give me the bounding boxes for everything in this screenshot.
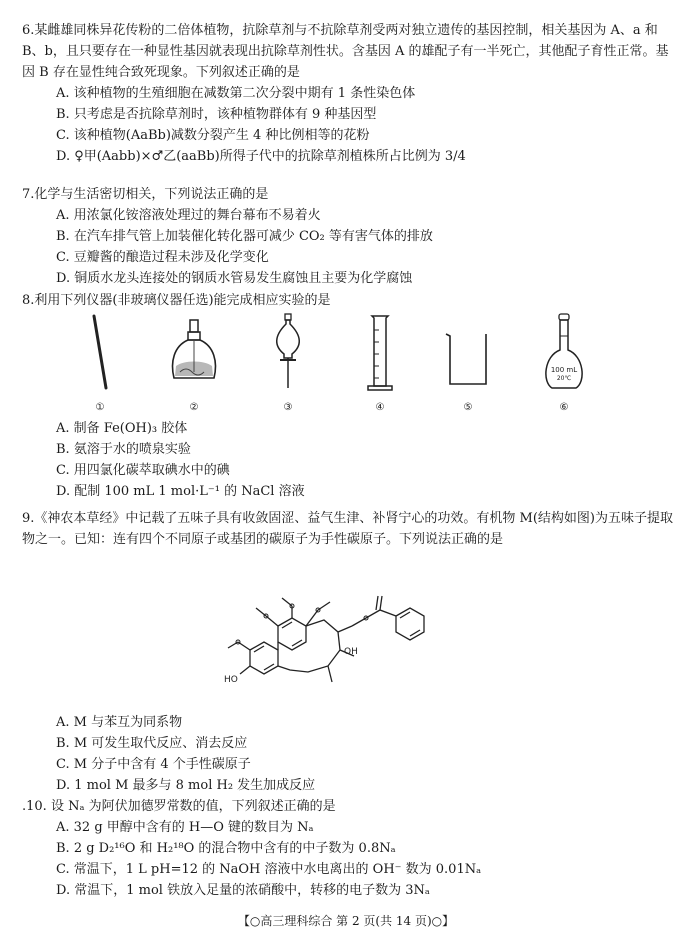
separatory-funnel-icon — [268, 312, 308, 392]
volumetric-flask-icon — [536, 312, 592, 394]
instrument-row — [60, 312, 660, 412]
option-b: B. 只考虑是否抗除草剂时，该种植物群体有 9 种基因型 — [56, 107, 377, 122]
option-b: B. 氨溶于水的喷泉实验 — [56, 442, 191, 457]
question-8-options — [22, 418, 677, 502]
graduated-cylinder-icon — [360, 312, 400, 396]
option-a: A. 32 g 甲醇中含有的 H—O 键的数目为 Nₐ — [56, 820, 314, 835]
question-8 — [22, 290, 677, 311]
question-stem: .10. 设 Nₐ 为阿伏加德罗常数的值，下列叙述正确的是 — [22, 799, 336, 814]
option-c: C. M 分子中含有 4 个手性碳原子 — [56, 757, 251, 772]
instrument-label: ② — [189, 402, 199, 413]
separatory-funnel — [258, 312, 318, 413]
instrument-label: ⑥ — [559, 402, 569, 413]
question-stem: 9.《神农本草经》中记载了五味子具有收敛固涩、益气生津、补肾宁心的功效。有机物 M(结构如图)为五味子提取物之一。已知：连有四个不同原子或基团的碳原子为手性碳原子。下列说法正确的是 — [22, 511, 673, 547]
instrument-label: ④ — [375, 402, 385, 413]
option-c: C. 该种植物(AaBb)减数分裂产生 4 种比例相等的花粉 — [56, 128, 370, 143]
question-stem: 7.化学与生活密切相关，下列说法正确的是 — [22, 187, 269, 202]
question-9 — [22, 508, 677, 550]
instrument-label: ⑤ — [463, 402, 473, 413]
hydroxyl-label-oh: OH — [344, 647, 358, 657]
hydroxyl-label-ho: HO — [224, 675, 238, 685]
glass-rod-icon — [80, 312, 120, 392]
flask-temperature-text: 20℃ — [556, 375, 572, 382]
option-a: A. M 与苯互为同系物 — [56, 715, 183, 730]
molecule-structure — [220, 580, 450, 710]
molecule-structure-diagram — [220, 580, 450, 710]
glass-rod — [70, 312, 130, 413]
instrument-label: ① — [95, 402, 105, 413]
option-d: D. 配制 100 mL 1 mol·L⁻¹ 的 NaCl 溶液 — [56, 484, 305, 499]
question-9-options — [22, 712, 677, 796]
option-c: C. 用四氯化碳萃取碘水中的碘 — [56, 463, 230, 478]
option-b: B. M 可发生取代反应、消去反应 — [56, 736, 248, 751]
option-b: B. 2 g D₂¹⁶O 和 H₂¹⁸O 的混合物中含有的中子数为 0.8Nₐ — [56, 841, 396, 856]
page-footer: 【○高三理科综合 第 2 页(共 14 页)○】 — [237, 914, 455, 928]
option-b: B. 在汽车排气管上加装催化转化器可减少 CO₂ 等有害气体的排放 — [56, 229, 433, 244]
question-10 — [22, 796, 677, 901]
alcohol-lamp-icon — [166, 312, 222, 392]
option-a: A. 该种植物的生殖细胞在减数第二次分裂中期有 1 条性染色体 — [56, 86, 416, 101]
option-a: A. 用浓氯化铵溶液处理过的舞台幕布不易着火 — [56, 208, 321, 223]
option-d: D. ♀甲(Aabb)×♂乙(aaBb)所得子代中的抗除草剂植株所占比例为 3/4 — [56, 149, 466, 164]
option-d: D. 铜质水龙头连接处的钢质水管易发生腐蚀且主要为化学腐蚀 — [56, 271, 413, 286]
option-c: C. 常温下，1 L pH=12 的 NaOH 溶液中水电离出的 OH⁻ 数为 0.01Nₐ — [56, 862, 482, 877]
question-stem: 8.利用下列仪器(非玻璃仪器任选)能完成相应实验的是 — [22, 293, 331, 308]
volumetric-flask — [534, 312, 594, 413]
question-stem: 6.某雌雄同株异花传粉的二倍体植物，抗除草剂与不抗除草剂受两对独立遗传的基因控制，相关基因为 A、a 和 B、b，且只要存在一种显性基因就表现出抗除草剂性状。含基因 A 的雄配子有一半死亡，其他配子育性正常。基因 B 存在显性纯合致死现象。下列叙述正确的是 — [22, 23, 669, 80]
option-c: C. 豆瓣酱的酿造过程未涉及化学变化 — [56, 250, 269, 265]
flask-volume-text: 100 mL — [550, 366, 578, 374]
option-d: D. 1 mol M 最多与 8 mol H₂ 发生加成反应 — [56, 778, 316, 793]
option-a: A. 制备 Fe(OH)₃ 胶体 — [56, 421, 188, 436]
question-6 — [22, 20, 677, 167]
instrument-label: ③ — [283, 402, 293, 413]
beaker-icon — [440, 312, 496, 392]
question-7 — [22, 184, 677, 289]
option-d: D. 常温下，1 mol 铁放入足量的浓硝酸中，转移的电子数为 3Nₐ — [56, 883, 430, 898]
beaker — [438, 312, 498, 413]
alcohol-lamp — [164, 312, 224, 413]
graduated-cylinder — [350, 312, 410, 413]
